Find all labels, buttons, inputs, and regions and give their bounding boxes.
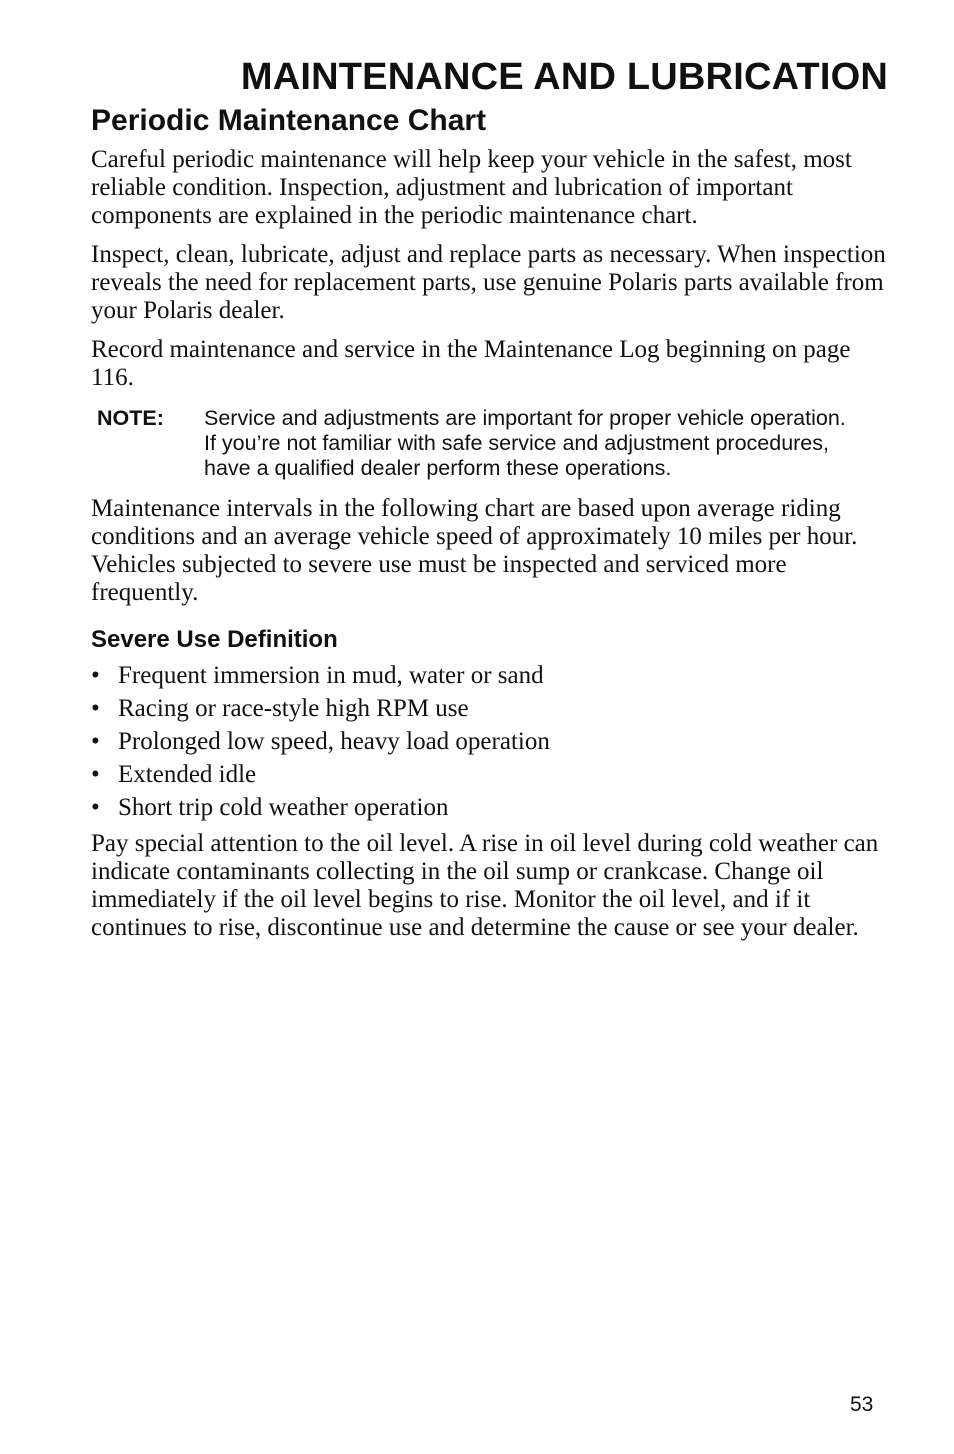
severe-use-list (91, 659, 891, 824)
list-item-text: Frequent immersion in mud, water or sand (118, 662, 544, 689)
severe-use-heading: Severe Use Definition (91, 626, 338, 653)
section-title: Periodic Maintenance Chart (91, 104, 487, 137)
list-item-text: Prolonged low speed, heavy load operation (118, 728, 550, 755)
note-label: NOTE: (97, 406, 164, 430)
bullet-icon: • (91, 794, 100, 821)
list-item (91, 758, 891, 791)
chapter-title: MAINTENANCE AND LUBRICATION (240, 56, 888, 98)
list-item-text: Short trip cold weather operation (118, 794, 449, 821)
bullet-icon: • (91, 662, 100, 689)
manual-page (91, 52, 891, 953)
list-item-text: Extended idle (118, 761, 257, 788)
oil-level-paragraph: Pay special attention to the oil level. A rise in oil level during cold weather can indicate contaminants collecting in the oil sump or crankcase. Change oil immediately if the oil level begins to rise. Monitor the oil level, and if it continues to rise, discontinue use and determine the cause or see your dealer. (91, 830, 879, 941)
list-item-text: Racing or race-style high RPM use (118, 695, 469, 722)
bullet-icon: • (91, 728, 100, 755)
note-block (97, 406, 891, 481)
page-number: 53 (850, 1393, 874, 1416)
intro-paragraph-1: Careful periodic maintenance will help keep your vehicle in the safest, most reliable condition. Inspection, adjustment and lubrication of important components are explained in the periodic maintenance chart. (91, 146, 852, 229)
note-text: Service and adjustments are important for proper vehicle operation. If you’re not familiar with safe service and adjustment procedures, have a qualified dealer perform these operations. (204, 406, 846, 480)
bullet-icon: • (91, 695, 100, 722)
intervals-paragraph: Maintenance intervals in the following chart are based upon average riding conditions and an average vehicle speed of approximately 10 miles per hour. Vehicles subjected to severe use must be inspected and serviced more frequently. (91, 495, 858, 606)
intro-paragraph-2: Inspect, clean, lubricate, adjust and replace parts as necessary. When inspection reveals the need for replacement parts, use genuine Polaris parts available from your Polaris dealer. (91, 241, 886, 324)
list-item (91, 692, 891, 725)
bullet-icon: • (91, 761, 100, 788)
intro-paragraph-3: Record maintenance and service in the Maintenance Log beginning on page 116. (91, 336, 851, 391)
list-item (91, 659, 891, 692)
list-item (91, 791, 891, 824)
list-item (91, 725, 891, 758)
